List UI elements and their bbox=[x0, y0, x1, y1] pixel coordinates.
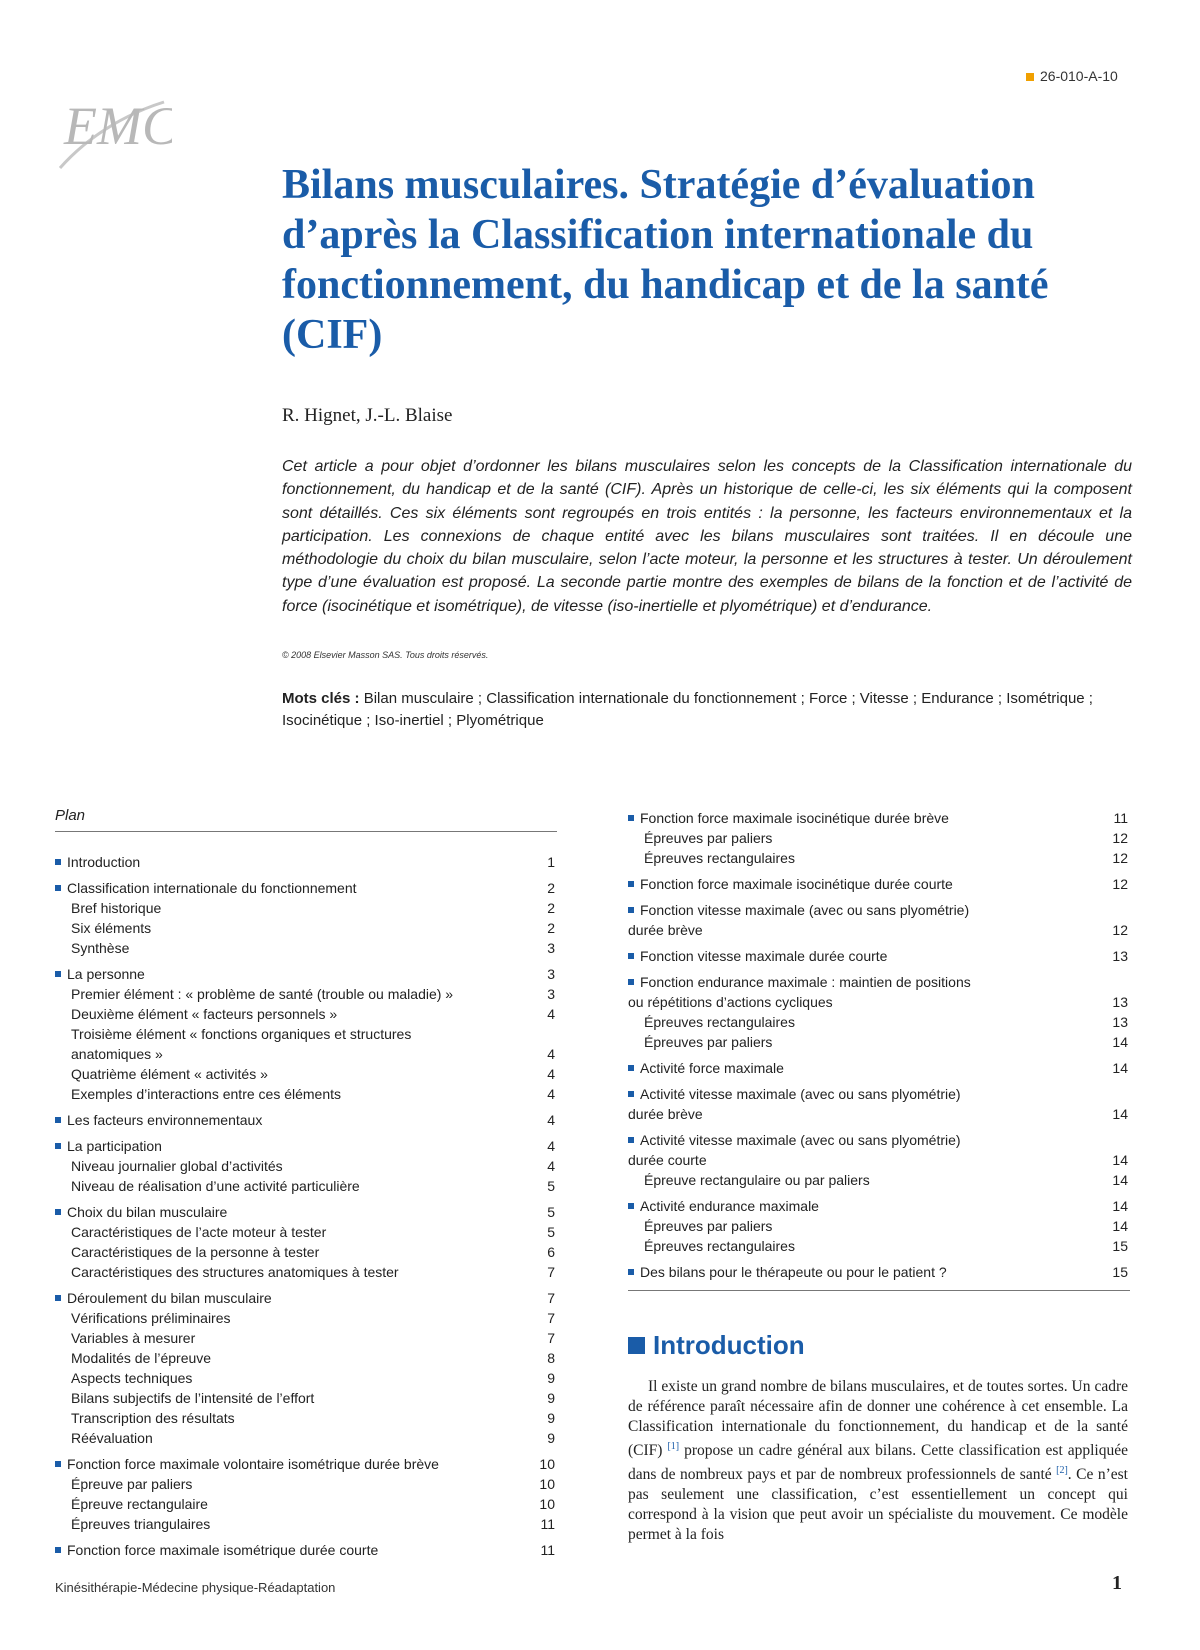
plan-entry[interactable] bbox=[55, 1156, 555, 1176]
plan-entry-label: Activité force maximale bbox=[640, 1060, 784, 1076]
keywords-list: Bilan musculaire ; Classification internationale du fonctionnement ; Force ; Vitesse ; Endurance ; Isométrique ; Isocinétique ; Iso-inertiel ; Plyométrique bbox=[282, 690, 1093, 729]
plan-entry-label: Fonction endurance maximale : maintien de positions bbox=[640, 974, 971, 990]
citation-link[interactable]: [2] bbox=[1056, 1465, 1068, 1477]
plan-entry-label: Six éléments bbox=[71, 920, 152, 936]
plan-bullet-icon bbox=[55, 1143, 61, 1149]
plan-entry-label: Synthèse bbox=[71, 940, 130, 956]
plan-entry[interactable] bbox=[55, 1136, 555, 1156]
plan-entry-label: Épreuve rectangulaire ou par paliers bbox=[644, 1172, 870, 1188]
plan-bullet-icon bbox=[628, 1269, 634, 1275]
plan-entry[interactable] bbox=[55, 1408, 555, 1428]
plan-bullet-icon bbox=[628, 1091, 634, 1097]
plan-entry-label: Épreuves triangulaires bbox=[71, 1516, 211, 1532]
plan-entry-page: 7 bbox=[547, 1290, 555, 1306]
plan-entry[interactable] bbox=[55, 938, 555, 958]
plan-entry[interactable] bbox=[55, 1176, 555, 1196]
plan-entry-label: Épreuves par paliers bbox=[644, 1218, 773, 1234]
plan-entry[interactable] bbox=[55, 1024, 555, 1044]
plan-entry-page: 5 bbox=[547, 1204, 555, 1220]
plan-entry-page: 14 bbox=[1112, 1034, 1128, 1050]
plan-entry-page: 2 bbox=[547, 900, 555, 916]
plan-entry[interactable] bbox=[55, 1044, 555, 1064]
plan-bullet-icon bbox=[55, 859, 61, 865]
plan-entry-label: Choix du bilan musculaire bbox=[67, 1204, 228, 1220]
plan-entry-page: 11 bbox=[540, 1516, 555, 1532]
article-title: Bilans musculaires. Stratégie d’évaluation d’après la Classification internationale du fonctionnement, du handicap et de la santé (CIF) bbox=[282, 162, 1049, 358]
emc-logo bbox=[52, 72, 172, 172]
plan-entry-label: Caractéristiques de la personne à tester bbox=[71, 1244, 320, 1260]
plan-entry-label: Caractéristiques de l’acte moteur à tester bbox=[71, 1224, 327, 1240]
plan-list-right bbox=[628, 808, 1128, 1282]
plan-entry-page: 8 bbox=[547, 1350, 555, 1366]
plan-entry-page: 10 bbox=[539, 1496, 555, 1512]
plan-entry-page: 15 bbox=[1112, 1264, 1128, 1280]
plan-entry-label: Des bilans pour le thérapeute ou pour le patient ? bbox=[640, 1264, 947, 1280]
document-reference bbox=[1026, 68, 1118, 84]
plan-entry-label: Niveau journalier global d’activités bbox=[71, 1158, 283, 1174]
plan-entry-page: 12 bbox=[1112, 876, 1128, 892]
plan-bullet-icon bbox=[55, 971, 61, 977]
plan-entry[interactable] bbox=[628, 946, 1128, 966]
plan-entry[interactable] bbox=[55, 984, 555, 1004]
plan-entry-page: 12 bbox=[1112, 922, 1128, 938]
plan-entry-label: Vérifications préliminaires bbox=[71, 1310, 231, 1326]
plan-entry[interactable] bbox=[55, 1494, 555, 1514]
plan-entry-label: Déroulement du bilan musculaire bbox=[67, 1290, 272, 1306]
plan-entry[interactable] bbox=[55, 1540, 555, 1560]
section-marker-icon bbox=[628, 1337, 645, 1354]
plan-bottom-rule bbox=[628, 1290, 1130, 1291]
plan-entry-label: Épreuves rectangulaires bbox=[644, 850, 795, 866]
plan-entry-label: Activité vitesse maximale (avec ou sans plyométrie) bbox=[640, 1086, 961, 1102]
plan-bullet-icon bbox=[55, 1295, 61, 1301]
plan-entry-page: 14 bbox=[1112, 1060, 1128, 1076]
plan-entry-label: Activité vitesse maximale (avec ou sans plyométrie) bbox=[640, 1132, 961, 1148]
plan-entry-label: Transcription des résultats bbox=[71, 1410, 235, 1426]
logo-text: EMC bbox=[64, 96, 172, 156]
plan-bullet-icon bbox=[628, 881, 634, 887]
plan-entry[interactable] bbox=[55, 852, 555, 872]
intro-text-part: . Ce n’est pas seulement une classification, c’est essentiellement un concept qui correspond à la vision que peut avoir un spécialiste du mouvement. Ce modèle permet à la fois bbox=[628, 1466, 1128, 1544]
plan-entry-page: 2 bbox=[547, 880, 555, 896]
plan-entry[interactable] bbox=[55, 1110, 555, 1130]
plan-entry-page: 14 bbox=[1112, 1218, 1128, 1234]
plan-bullet-icon bbox=[55, 1209, 61, 1215]
plan-entry-page: 14 bbox=[1112, 1106, 1128, 1122]
plan-entry-page: 14 bbox=[1112, 1172, 1128, 1188]
plan-entry[interactable] bbox=[628, 992, 1128, 1012]
plan-entry[interactable] bbox=[55, 1514, 555, 1534]
plan-bullet-icon bbox=[628, 1203, 634, 1209]
section-heading-text: Introduction bbox=[653, 1330, 805, 1360]
plan-entry[interactable] bbox=[55, 1428, 555, 1448]
plan-entry-page: 2 bbox=[547, 920, 555, 936]
plan-entry[interactable] bbox=[628, 1130, 1128, 1150]
plan-entry[interactable] bbox=[55, 918, 555, 938]
plan-entry-label: Fonction force maximale volontaire isométrique durée brève bbox=[67, 1456, 439, 1472]
plan-entry-page: 12 bbox=[1112, 830, 1128, 846]
plan-title: Plan bbox=[55, 807, 86, 824]
plan-entry[interactable] bbox=[55, 964, 555, 984]
plan-entry-page: 4 bbox=[547, 1112, 555, 1128]
plan-entry-label: Troisième élément « fonctions organiques et structures bbox=[71, 1026, 412, 1042]
plan-entry[interactable] bbox=[628, 920, 1128, 940]
plan-entry-page: 5 bbox=[547, 1224, 555, 1240]
citation-link[interactable]: [1] bbox=[667, 1441, 680, 1452]
plan-entry-label: Deuxième élément « facteurs personnels » bbox=[71, 1006, 338, 1022]
plan-bullet-icon bbox=[628, 1065, 634, 1071]
plan-entry-page: 13 bbox=[1112, 1014, 1128, 1030]
plan-entry-label: anatomiques » bbox=[71, 1046, 163, 1062]
plan-entry[interactable] bbox=[55, 1388, 555, 1408]
plan-entry-label: Aspects techniques bbox=[71, 1370, 193, 1386]
plan-entry-label: Premier élément : « problème de santé (trouble ou maladie) » bbox=[71, 986, 454, 1002]
plan-bullet-icon bbox=[628, 979, 634, 985]
plan-entry[interactable] bbox=[628, 1084, 1128, 1104]
plan-entry-page: 1 bbox=[547, 854, 555, 870]
plan-entry-label: La participation bbox=[67, 1138, 162, 1154]
plan-entry-label: Fonction force maximale isométrique durée courte bbox=[67, 1542, 379, 1558]
plan-entry[interactable] bbox=[628, 1262, 1128, 1282]
plan-entry[interactable] bbox=[628, 828, 1128, 848]
plan-entry-page: 10 bbox=[539, 1476, 555, 1492]
plan-entry-label: Épreuves rectangulaires bbox=[644, 1014, 795, 1030]
reference-marker-icon bbox=[1026, 73, 1034, 81]
plan-entry-label: Classification internationale du fonctionnement bbox=[67, 880, 357, 896]
plan-entry-page: 9 bbox=[547, 1410, 555, 1426]
plan-bullet-icon bbox=[55, 1117, 61, 1123]
plan-entry[interactable] bbox=[55, 1474, 555, 1494]
intro-text-part: propose un cadre général aux bilans. Cette classification est appliquée dans de nombreux pays et par de nombreux professionnels de santé bbox=[628, 1442, 1128, 1484]
plan-entry-page: 3 bbox=[547, 966, 555, 982]
plan-entry[interactable] bbox=[55, 1454, 555, 1474]
plan-entry-label: Exemples d’interactions entre ces éléments bbox=[71, 1086, 342, 1102]
plan-entry[interactable] bbox=[55, 1328, 555, 1348]
plan-entry-page: 11 bbox=[1113, 810, 1128, 826]
plan-entry[interactable] bbox=[628, 1150, 1128, 1170]
introduction-paragraph bbox=[628, 1377, 1128, 1545]
plan-entry[interactable] bbox=[628, 808, 1128, 828]
plan-entry-page: 3 bbox=[547, 940, 555, 956]
plan-entry[interactable] bbox=[628, 1196, 1128, 1216]
plan-entry-page: 3 bbox=[547, 986, 555, 1002]
plan-entry[interactable] bbox=[628, 900, 1128, 920]
plan-entry-label: Épreuves rectangulaires bbox=[644, 1238, 795, 1254]
plan-entry-page: 4 bbox=[547, 1046, 555, 1062]
plan-entry-label: Fonction vitesse maximale (avec ou sans plyométrie) bbox=[640, 902, 970, 918]
plan-list-left bbox=[55, 852, 555, 1560]
page-number: 1 bbox=[1112, 1572, 1122, 1594]
plan-entry[interactable] bbox=[628, 1012, 1128, 1032]
plan-entry-label: Les facteurs environnementaux bbox=[67, 1112, 263, 1128]
plan-entry[interactable] bbox=[628, 1058, 1128, 1078]
plan-entry-label: Activité endurance maximale bbox=[640, 1198, 819, 1214]
plan-entry-page: 9 bbox=[547, 1370, 555, 1386]
plan-entry[interactable] bbox=[55, 1288, 555, 1308]
plan-entry[interactable] bbox=[628, 1032, 1128, 1052]
plan-entry-label: Épreuve par paliers bbox=[71, 1476, 193, 1492]
keywords-label: Mots clés : bbox=[282, 690, 360, 707]
plan-entry-page: 9 bbox=[547, 1430, 555, 1446]
plan-entry-label: Épreuves par paliers bbox=[644, 830, 773, 846]
plan-entry-label: Quatrième élément « activités » bbox=[71, 1066, 268, 1082]
section-heading-introduction bbox=[628, 1330, 805, 1361]
plan-entry[interactable] bbox=[628, 972, 1128, 992]
plan-entry-label: Caractéristiques des structures anatomiques à tester bbox=[71, 1264, 399, 1280]
plan-entry-page: 4 bbox=[547, 1006, 555, 1022]
plan-bullet-icon bbox=[628, 953, 634, 959]
article-abstract: Cet article a pour objet d’ordonner les bilans musculaires selon les concepts de la Classification internationale du fonctionnement, du handicap et de la santé (CIF). Après un historique de celle-ci, les six éléments qui la composent sont détaillés. Ces six éléments sont regroupés en trois entités : la personne, les facteurs environnementaux et la participation. Les connexions de chaque entité avec les bilans musculaires sont traitées. Il en découle une méthodologie du choix du bilan musculaire, selon l’acte moteur, la personne et les structures à tester. Un déroulement type d’une évaluation est proposé. La seconde partie montre des exemples de bilans de la fonction et de l’activité de force (isocinétique et isométrique), de vitesse (iso-inertielle et plyométrique) et d’endurance. bbox=[282, 458, 1132, 615]
plan-entry-label: Réévaluation bbox=[71, 1430, 153, 1446]
plan-entry[interactable] bbox=[55, 898, 555, 918]
plan-entry[interactable] bbox=[55, 1368, 555, 1388]
plan-entry[interactable] bbox=[628, 848, 1128, 868]
plan-entry[interactable] bbox=[55, 1222, 555, 1242]
plan-entry-label: Bilans subjectifs de l’intensité de l’effort bbox=[71, 1390, 315, 1406]
plan-top-rule bbox=[55, 831, 557, 832]
plan-entry-page: 13 bbox=[1112, 994, 1128, 1010]
plan-entry-label: durée brève bbox=[628, 1106, 703, 1122]
plan-entry-label: Fonction vitesse maximale durée courte bbox=[640, 948, 888, 964]
plan-entry-label: ou répétitions d’actions cycliques bbox=[628, 994, 833, 1010]
plan-bullet-icon bbox=[628, 815, 634, 821]
plan-entry[interactable] bbox=[628, 1170, 1128, 1190]
plan-entry-page: 5 bbox=[547, 1178, 555, 1194]
plan-entry-label: Fonction force maximale isocinétique durée brève bbox=[640, 810, 949, 826]
plan-entry[interactable] bbox=[628, 874, 1128, 894]
plan-entry[interactable] bbox=[55, 878, 555, 898]
plan-entry-page: 7 bbox=[547, 1264, 555, 1280]
plan-entry[interactable] bbox=[55, 1242, 555, 1262]
plan-bullet-icon bbox=[628, 1137, 634, 1143]
plan-entry[interactable] bbox=[628, 1104, 1128, 1124]
plan-entry-label: Niveau de réalisation d’une activité particulière bbox=[71, 1178, 360, 1194]
plan-entry-label: Bref historique bbox=[71, 900, 162, 916]
plan-entry-page: 14 bbox=[1112, 1152, 1128, 1168]
plan-entry-label: durée courte bbox=[628, 1152, 707, 1168]
copyright-notice: © 2008 Elsevier Masson SAS. Tous droits réservés. bbox=[282, 650, 489, 660]
plan-entry[interactable] bbox=[55, 1004, 555, 1024]
plan-entry[interactable] bbox=[55, 1202, 555, 1222]
reference-code: 26-010-A-10 bbox=[1040, 68, 1118, 84]
footer-journal-name: Kinésithérapie-Médecine physique-Réadaptation bbox=[55, 1580, 336, 1595]
plan-entry-page: 4 bbox=[547, 1066, 555, 1082]
plan-entry-page: 13 bbox=[1112, 948, 1128, 964]
plan-entry-page: 7 bbox=[547, 1330, 555, 1346]
plan-entry-page: 4 bbox=[547, 1086, 555, 1102]
plan-entry-page: 12 bbox=[1112, 850, 1128, 866]
plan-entry-label: La personne bbox=[67, 966, 145, 982]
plan-entry-page: 7 bbox=[547, 1310, 555, 1326]
plan-entry-label: Introduction bbox=[67, 854, 141, 870]
article-authors: R. Hignet, J.-L. Blaise bbox=[282, 405, 453, 426]
plan-entry[interactable] bbox=[55, 1064, 555, 1084]
plan-entry[interactable] bbox=[628, 1216, 1128, 1236]
plan-entry-page: 11 bbox=[540, 1542, 555, 1558]
keywords bbox=[282, 688, 1122, 732]
plan-entry-label: Fonction force maximale isocinétique durée courte bbox=[640, 876, 953, 892]
plan-entry[interactable] bbox=[55, 1084, 555, 1104]
plan-entry-label: Épreuve rectangulaire bbox=[71, 1496, 208, 1512]
plan-entry-page: 15 bbox=[1112, 1238, 1128, 1254]
plan-entry-page: 14 bbox=[1112, 1198, 1128, 1214]
plan-entry[interactable] bbox=[55, 1308, 555, 1328]
intro-text-part: Il existe un grand nombre de bilans musculaires, et de toutes sortes. Un cadre de référence paraît nécessaire afin de donner une cohérence à cet ensemble. La Classification internationale du fonctionnement, du handicap et de la santé (CIF) bbox=[628, 1378, 1128, 1460]
plan-entry-page: 4 bbox=[547, 1138, 555, 1154]
plan-entry[interactable] bbox=[628, 1236, 1128, 1256]
plan-bullet-icon bbox=[55, 885, 61, 891]
plan-entry-label: durée brève bbox=[628, 922, 703, 938]
plan-entry-label: Épreuves par paliers bbox=[644, 1034, 773, 1050]
plan-entry[interactable] bbox=[55, 1348, 555, 1368]
plan-entry-label: Modalités de l’épreuve bbox=[71, 1350, 212, 1366]
plan-entry[interactable] bbox=[55, 1262, 555, 1282]
plan-entry-page: 9 bbox=[547, 1390, 555, 1406]
plan-bullet-icon bbox=[55, 1547, 61, 1553]
plan-entry-page: 10 bbox=[539, 1456, 555, 1472]
plan-entry-page: 6 bbox=[547, 1244, 555, 1260]
plan-bullet-icon bbox=[55, 1461, 61, 1467]
plan-entry-label: Variables à mesurer bbox=[71, 1330, 196, 1346]
plan-bullet-icon bbox=[628, 907, 634, 913]
plan-entry-page: 4 bbox=[547, 1158, 555, 1174]
